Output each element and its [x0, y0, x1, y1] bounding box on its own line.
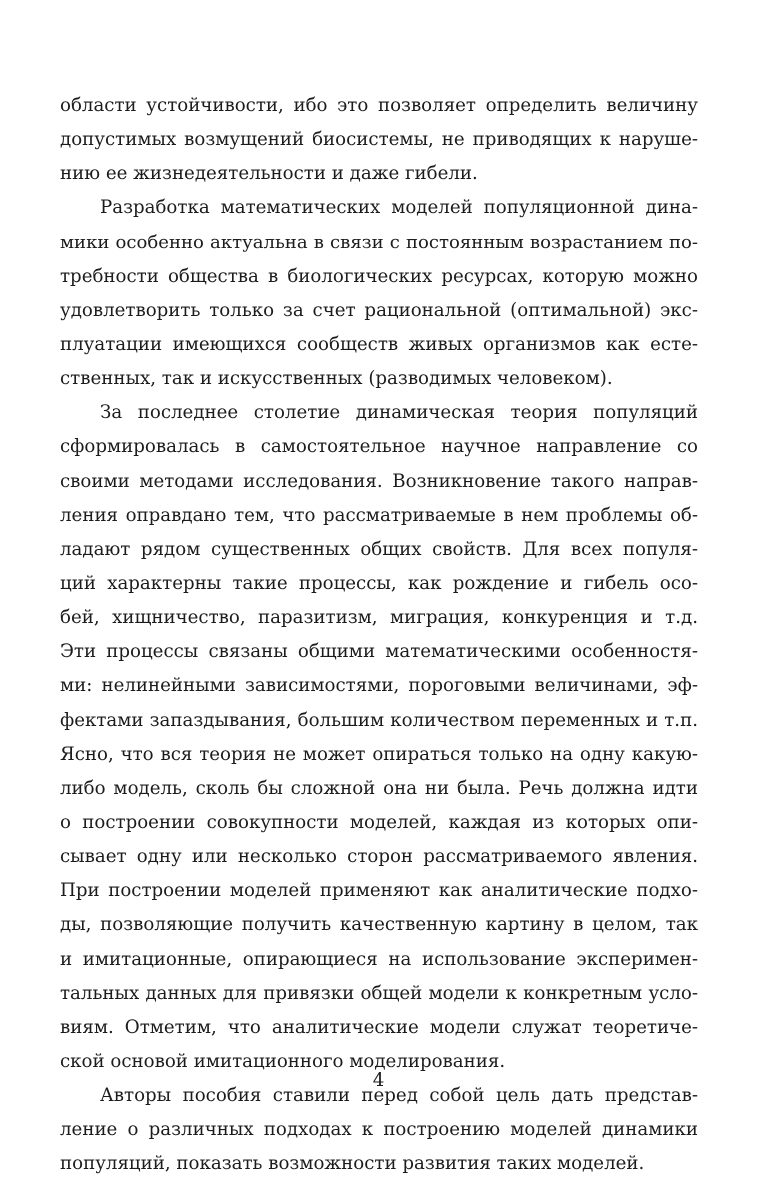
body-text: [60, 89, 698, 1182]
paragraph: [60, 191, 698, 396]
text-line: Авторы пособия ставили перед собой цель дать представ-: [100, 1085, 698, 1107]
text-line: ладают рядом существенных общих свойств. Для всех популя-: [60, 538, 698, 560]
text-line: нию ее жизнедеятельности и даже гибели.: [60, 163, 478, 185]
text-line: бей, хищничество, паразитизм, миграция, конкуренция и т.д.: [60, 607, 698, 629]
text-line: своими методами исследования. Возникновение такого направ-: [60, 470, 698, 492]
text-line: фектами запаздывания, большим количеством переменных и т.п.: [60, 709, 698, 731]
text-line: ды, позволяющие получить качественную картину в целом, так: [60, 914, 698, 936]
text-line: о построении совокупности моделей, каждая из которых опи-: [60, 811, 698, 833]
text-line: При построении моделей применяют как аналитические подхо-: [60, 880, 698, 902]
text-line: сформировалась в самостоятельное научное направление со: [60, 436, 698, 458]
text-line: удовлетворить только за счет рациональной (оптимальной) экс-: [60, 299, 698, 321]
text-line: Ясно, что вся теория не может опираться только на одну какую-: [60, 743, 698, 765]
text-line: тальных данных для привязки общей модели к конкретным усло-: [60, 982, 698, 1004]
text-line: мики особенно актуальна в связи с постоянным возрастанием по-: [60, 231, 698, 253]
text-line: либо модель, сколь бы сложной она ни была. Речь должна идти: [60, 777, 698, 799]
text-line: виям. Отметим, что аналитические модели служат теоретиче-: [60, 1016, 698, 1038]
text-line: За последнее столетие динамическая теория популяций: [100, 402, 698, 424]
text-line: ми: нелинейными зависимостями, пороговыми величинами, эф-: [60, 675, 698, 697]
text-line: ственных, так и искусственных (разводимых человеком).: [60, 368, 613, 390]
text-line: Эти процессы связаны общими математическими особенностя-: [60, 641, 698, 663]
page-number: 4: [372, 1070, 385, 1091]
text-line: ления оправдано тем, что рассматриваемые в нем проблемы об-: [60, 504, 698, 526]
text-line: популяций, показать возможности развития таких моделей.: [60, 1153, 645, 1175]
text-line: ление о различных подходах к построению моделей динамики: [60, 1119, 698, 1141]
text-line: плуатации имеющихся сообществ живых организмов как есте-: [60, 333, 698, 355]
text-line: области устойчивости, ибо это позволяет определить величину: [60, 95, 698, 116]
text-line: ций характерны такие процессы, как рождение и гибель осо-: [60, 572, 698, 594]
text-line: допустимых возмущений биосистемы, не приводящих к наруше-: [60, 129, 698, 151]
text-line: и имитационные, опирающиеся на использование эксперимен-: [60, 948, 698, 970]
paragraph: [60, 396, 698, 1079]
text-line: Разработка математических моделей популяционной дина-: [100, 197, 698, 219]
text-line: сывает одну или несколько сторон рассматриваемого явления.: [60, 846, 698, 868]
text-line: ской основой имитационного моделирования.: [60, 1050, 506, 1072]
paragraph: [60, 89, 698, 191]
text-line: требности общества в биологических ресурсах, которую можно: [60, 265, 698, 287]
